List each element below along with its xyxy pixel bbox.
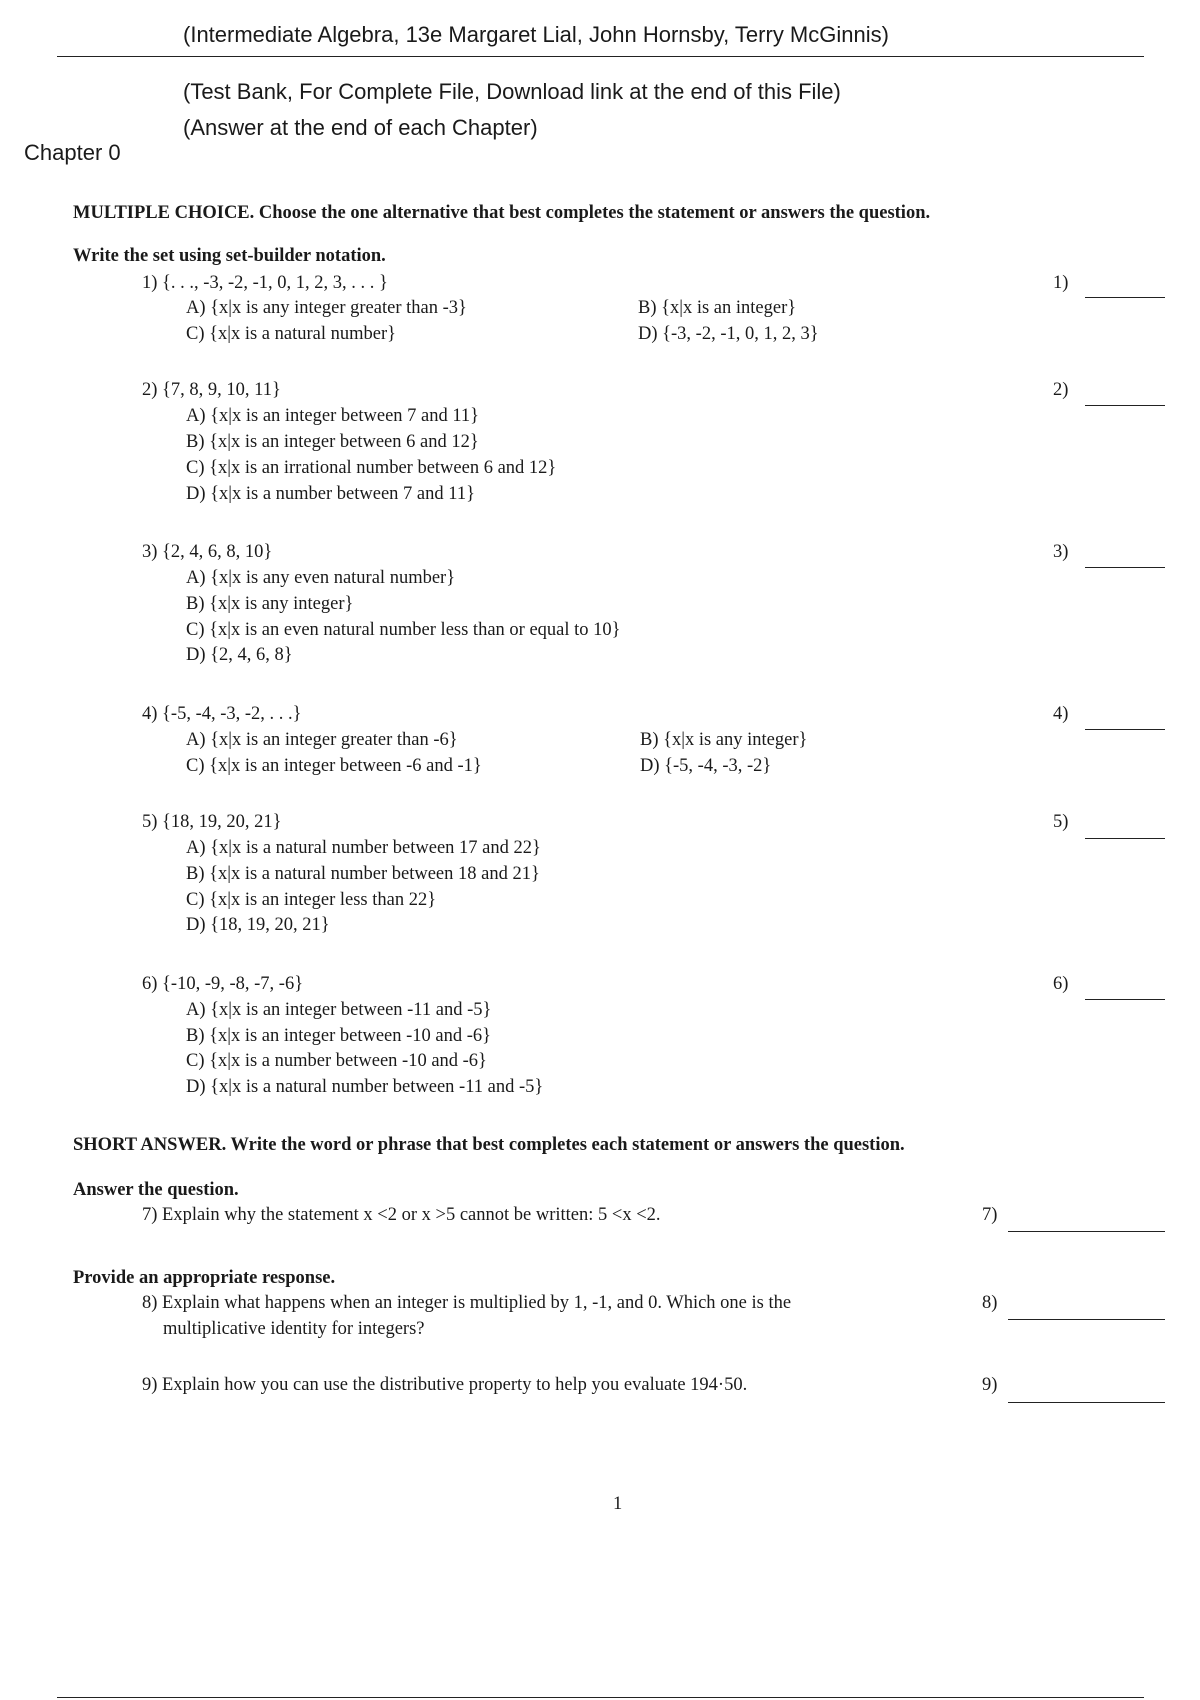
answer-blank[interactable] (1008, 1402, 1165, 1403)
answer-number: 9) (982, 1375, 998, 1395)
option-b: B) {x|x is an integer between 6 and 12} (186, 432, 479, 452)
option-a: A) {x|x is an integer between -11 and -5} (186, 1000, 492, 1020)
option-d: D) {-3, -2, -1, 0, 1, 2, 3} (638, 324, 819, 344)
answer-blank[interactable] (1085, 567, 1165, 568)
question-text: 8) Explain what happens when an integer is multiplied by 1, -1, and 0. Which one is the (142, 1293, 792, 1313)
answer-blank[interactable] (1008, 1319, 1165, 1320)
sa-group2-heading: Provide an appropriate response. (73, 1268, 336, 1288)
option-b: B) {x|x is a natural number between 18 and 21} (186, 864, 540, 884)
question-text-cont: multiplicative identity for integers? (163, 1319, 425, 1339)
option-b: B) {x|x is any integer} (186, 594, 354, 614)
question-text: 7) Explain why the statement x <2 or x >5 cannot be written: 5 <x <2. (142, 1205, 661, 1225)
answer-note: (Answer at the end of each Chapter) (183, 115, 538, 140)
chapter-label: Chapter 0 (24, 140, 121, 165)
question-text: 2) {7, 8, 9, 10, 11} (142, 380, 281, 400)
sa-heading: SHORT ANSWER. Write the word or phrase that best completes each statement or answers the question. (73, 1135, 905, 1155)
option-c: C) {x|x is a natural number} (186, 324, 397, 344)
answer-number: 2) (1053, 380, 1069, 400)
answer-blank[interactable] (1085, 405, 1165, 406)
question-text: 5) {18, 19, 20, 21} (142, 812, 282, 832)
mc-heading: MULTIPLE CHOICE. Choose the one alternative that best completes the statement or answers the question. (73, 203, 931, 223)
option-d: D) {18, 19, 20, 21} (186, 915, 330, 935)
option-c: C) {x|x is a number between -10 and -6} (186, 1051, 487, 1071)
option-b: B) {x|x is an integer} (638, 298, 797, 318)
option-a: A) {x|x is a natural number between 17 and 22} (186, 838, 541, 858)
option-d: D) {x|x is a natural number between -11 and -5} (186, 1077, 544, 1097)
option-a: A) {x|x is an integer between 7 and 11} (186, 406, 480, 426)
question-text: 3) {2, 4, 6, 8, 10} (142, 542, 273, 562)
test-bank-note: (Test Bank, For Complete File, Download link at the end of this File) (183, 79, 841, 104)
option-b: B) {x|x is any integer} (640, 730, 808, 750)
option-c: C) {x|x is an integer less than 22} (186, 890, 437, 910)
answer-blank[interactable] (1085, 729, 1165, 730)
answer-blank[interactable] (1085, 297, 1165, 298)
answer-number: 8) (982, 1293, 998, 1313)
option-d: D) {-5, -4, -3, -2} (640, 756, 772, 776)
answer-number: 1) (1053, 273, 1069, 293)
answer-number: 6) (1053, 974, 1069, 994)
answer-blank[interactable] (1085, 999, 1165, 1000)
answer-number: 4) (1053, 704, 1069, 724)
mc-subheading: Write the set using set-builder notation. (73, 246, 386, 266)
answer-blank[interactable] (1008, 1231, 1165, 1232)
option-d: D) {2, 4, 6, 8} (186, 645, 293, 665)
option-c: C) {x|x is an irrational number between 6 and 12} (186, 458, 557, 478)
header-rule (57, 56, 1144, 57)
answer-blank[interactable] (1085, 838, 1165, 839)
question-text: 6) {-10, -9, -8, -7, -6} (142, 974, 304, 994)
footer-rule (57, 1697, 1144, 1698)
answer-number: 3) (1053, 542, 1069, 562)
option-a: A) {x|x is any even natural number} (186, 568, 456, 588)
book-title: (Intermediate Algebra, 13e Margaret Lial, John Hornsby, Terry McGinnis) (183, 22, 889, 47)
option-a: A) {x|x is an integer greater than -6} (186, 730, 458, 750)
question-text: 1) {. . ., -3, -2, -1, 0, 1, 2, 3, . . . } (142, 273, 388, 293)
question-text: 9) Explain how you can use the distributive property to help you evaluate 194·50. (142, 1375, 748, 1395)
option-d: D) {x|x is a number between 7 and 11} (186, 484, 475, 504)
answer-number: 5) (1053, 812, 1069, 832)
answer-number: 7) (982, 1205, 998, 1225)
option-c: C) {x|x is an even natural number less than or equal to 10} (186, 620, 621, 640)
option-a: A) {x|x is any integer greater than -3} (186, 298, 467, 318)
option-b: B) {x|x is an integer between -10 and -6} (186, 1026, 492, 1046)
option-c: C) {x|x is an integer between -6 and -1} (186, 756, 482, 776)
page-number: 1 (613, 1494, 623, 1514)
sa-group1-heading: Answer the question. (73, 1180, 239, 1200)
question-text: 4) {-5, -4, -3, -2, . . .} (142, 704, 302, 724)
